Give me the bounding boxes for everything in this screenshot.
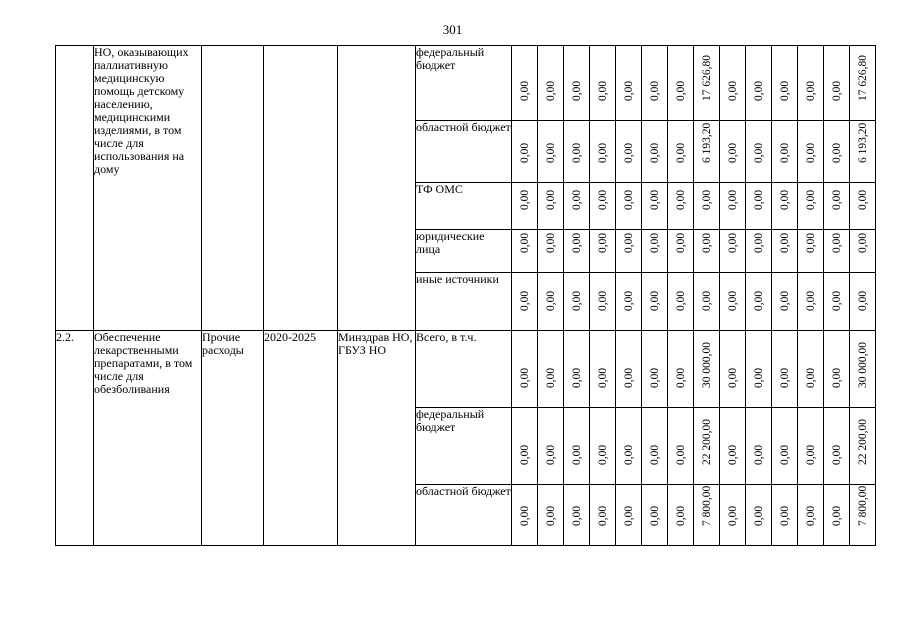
- value-cell: [668, 331, 694, 408]
- table-row: [56, 331, 876, 408]
- value-cell: [616, 230, 642, 273]
- value-cell: [824, 273, 850, 331]
- value-text: 0,00: [674, 142, 687, 163]
- value-cell: [590, 408, 616, 485]
- value-cell: [694, 331, 720, 408]
- value-cell: [772, 121, 798, 183]
- value-cell: [824, 121, 850, 183]
- value-cell: [798, 273, 824, 331]
- budget-table: [55, 45, 876, 546]
- funding-source-cell: областной бюджет: [416, 485, 512, 546]
- value-cell: [850, 273, 876, 331]
- value-text: 0,00: [596, 232, 609, 253]
- value-text: 0,00: [570, 505, 583, 526]
- funding-source-cell: федеральный бюджет: [416, 46, 512, 121]
- value-text: 0,00: [778, 189, 791, 210]
- value-text: 0,00: [570, 189, 583, 210]
- value-text: 0,00: [648, 142, 661, 163]
- value-text: 0,00: [856, 290, 869, 311]
- value-cell: [642, 46, 668, 121]
- value-text: 0,00: [752, 444, 765, 465]
- value-cell: [772, 230, 798, 273]
- value-text: 0,00: [700, 189, 713, 210]
- value-cell: [512, 273, 538, 331]
- value-text: 0,00: [726, 189, 739, 210]
- value-text: 7 800,00: [856, 485, 869, 526]
- value-text: 0,00: [830, 232, 843, 253]
- value-text: 0,00: [752, 232, 765, 253]
- value-cell: [850, 331, 876, 408]
- value-cell: [538, 408, 564, 485]
- value-text: 0,00: [622, 290, 635, 311]
- value-text: 0,00: [518, 367, 531, 388]
- funding-source-cell: Всего, в т.ч.: [416, 331, 512, 408]
- expense-type-cell: Прочие расходы: [202, 331, 264, 546]
- value-text: 0,00: [830, 367, 843, 388]
- value-text: 30 000,00: [700, 342, 713, 388]
- value-text: 0,00: [674, 80, 687, 101]
- value-cell: [642, 485, 668, 546]
- value-cell: [564, 485, 590, 546]
- value-text: 0,00: [544, 505, 557, 526]
- value-cell: [824, 331, 850, 408]
- funding-source-cell: иные источники: [416, 273, 512, 331]
- value-text: 0,00: [778, 290, 791, 311]
- funding-source-cell: областной бюджет: [416, 121, 512, 183]
- value-cell: [720, 230, 746, 273]
- value-cell: [694, 183, 720, 230]
- value-cell: [746, 485, 772, 546]
- value-cell: [616, 485, 642, 546]
- executor-cell: [338, 46, 416, 331]
- value-cell: [824, 183, 850, 230]
- funding-source-cell: юридические лица: [416, 230, 512, 273]
- value-cell: [590, 331, 616, 408]
- value-text: 0,00: [804, 505, 817, 526]
- executor-cell: Минздрав НО, ГБУЗ НО: [338, 331, 416, 546]
- value-text: 0,00: [648, 444, 661, 465]
- value-cell: [668, 46, 694, 121]
- number-cell: 2.2.: [56, 331, 94, 546]
- value-text: 0,00: [804, 142, 817, 163]
- value-cell: [824, 230, 850, 273]
- value-text: 17 626,80: [856, 55, 869, 101]
- value-text: 0,00: [648, 290, 661, 311]
- value-cell: [694, 46, 720, 121]
- value-cell: [694, 408, 720, 485]
- value-cell: [824, 408, 850, 485]
- value-cell: [512, 331, 538, 408]
- value-cell: [850, 183, 876, 230]
- value-cell: [642, 273, 668, 331]
- value-text: 0,00: [726, 142, 739, 163]
- value-cell: [694, 230, 720, 273]
- value-cell: [564, 230, 590, 273]
- value-text: 0,00: [778, 505, 791, 526]
- value-cell: [850, 121, 876, 183]
- value-text: 0,00: [596, 444, 609, 465]
- value-cell: [694, 273, 720, 331]
- value-cell: [798, 121, 824, 183]
- value-cell: [850, 46, 876, 121]
- value-text: 0,00: [778, 444, 791, 465]
- value-cell: [824, 485, 850, 546]
- value-text: 0,00: [622, 444, 635, 465]
- page-number: 301: [442, 22, 463, 37]
- number-cell: [56, 46, 94, 331]
- value-cell: [512, 230, 538, 273]
- value-text: 0,00: [570, 80, 583, 101]
- value-cell: [720, 485, 746, 546]
- value-cell: [512, 485, 538, 546]
- value-cell: [850, 485, 876, 546]
- value-text: 30 000,00: [856, 342, 869, 388]
- value-text: 0,00: [544, 232, 557, 253]
- value-text: 0,00: [648, 505, 661, 526]
- value-cell: [772, 183, 798, 230]
- value-text: 0,00: [700, 232, 713, 253]
- funding-source-cell: ТФ ОМС: [416, 183, 512, 230]
- value-text: 0,00: [518, 80, 531, 101]
- table-body: [56, 46, 876, 546]
- value-text: 0,00: [544, 444, 557, 465]
- value-text: 0,00: [752, 505, 765, 526]
- value-text: 0,00: [518, 232, 531, 253]
- value-text: 0,00: [830, 444, 843, 465]
- value-text: 0,00: [622, 142, 635, 163]
- value-cell: [772, 331, 798, 408]
- value-text: 17 626,80: [700, 55, 713, 101]
- value-cell: [564, 408, 590, 485]
- value-text: 0,00: [830, 290, 843, 311]
- value-cell: [616, 46, 642, 121]
- value-text: 0,00: [622, 505, 635, 526]
- value-cell: [746, 408, 772, 485]
- value-text: 0,00: [830, 80, 843, 101]
- value-text: 0,00: [622, 80, 635, 101]
- value-cell: [694, 485, 720, 546]
- value-cell: [512, 121, 538, 183]
- value-cell: [538, 485, 564, 546]
- value-cell: [642, 183, 668, 230]
- value-text: 0,00: [674, 232, 687, 253]
- value-text: 22 200,00: [856, 419, 869, 465]
- value-cell: [824, 46, 850, 121]
- value-text: 0,00: [596, 505, 609, 526]
- value-cell: [746, 46, 772, 121]
- value-cell: [798, 183, 824, 230]
- value-cell: [668, 121, 694, 183]
- value-cell: [720, 183, 746, 230]
- value-cell: [772, 485, 798, 546]
- value-cell: [564, 121, 590, 183]
- value-text: 0,00: [674, 189, 687, 210]
- value-cell: [590, 273, 616, 331]
- value-text: 0,00: [648, 367, 661, 388]
- value-cell: [616, 183, 642, 230]
- value-cell: [538, 121, 564, 183]
- value-text: 0,00: [544, 80, 557, 101]
- value-text: 0,00: [804, 367, 817, 388]
- period-cell: 2020-2025: [264, 331, 338, 546]
- value-cell: [642, 408, 668, 485]
- value-cell: [798, 331, 824, 408]
- value-text: 0,00: [544, 367, 557, 388]
- value-text: 0,00: [830, 189, 843, 210]
- value-cell: [746, 273, 772, 331]
- value-cell: [616, 273, 642, 331]
- value-cell: [798, 408, 824, 485]
- value-text: 0,00: [674, 367, 687, 388]
- value-text: 0,00: [700, 290, 713, 311]
- value-text: 0,00: [778, 80, 791, 101]
- item-name-cell: НО, оказывающих паллиативную медицинскую помощь детскому населению, медицинскими изделиями, в том числе для использования на дому: [94, 46, 202, 331]
- value-text: 0,00: [804, 290, 817, 311]
- value-cell: [564, 46, 590, 121]
- value-text: 0,00: [518, 189, 531, 210]
- value-cell: [694, 121, 720, 183]
- expense-type-cell: [202, 46, 264, 331]
- value-text: 6 193,20: [700, 122, 713, 163]
- value-text: 0,00: [596, 189, 609, 210]
- value-cell: [772, 408, 798, 485]
- value-text: 0,00: [596, 80, 609, 101]
- value-cell: [564, 331, 590, 408]
- value-cell: [512, 46, 538, 121]
- value-text: 0,00: [752, 189, 765, 210]
- funding-source-cell: федеральный бюджет: [416, 408, 512, 485]
- value-text: 0,00: [726, 444, 739, 465]
- value-text: 0,00: [778, 367, 791, 388]
- value-cell: [720, 331, 746, 408]
- value-cell: [850, 408, 876, 485]
- value-text: 0,00: [856, 232, 869, 253]
- value-text: 0,00: [778, 142, 791, 163]
- value-text: 0,00: [544, 290, 557, 311]
- value-cell: [798, 485, 824, 546]
- value-text: 0,00: [570, 367, 583, 388]
- value-text: 0,00: [570, 142, 583, 163]
- value-text: 0,00: [622, 189, 635, 210]
- value-cell: [720, 408, 746, 485]
- value-text: 0,00: [856, 189, 869, 210]
- value-cell: [538, 331, 564, 408]
- value-cell: [668, 183, 694, 230]
- value-cell: [590, 46, 616, 121]
- value-cell: [642, 230, 668, 273]
- value-cell: [746, 230, 772, 273]
- value-text: 0,00: [518, 444, 531, 465]
- value-text: 0,00: [726, 290, 739, 311]
- value-cell: [668, 230, 694, 273]
- value-cell: [772, 273, 798, 331]
- period-cell: [264, 46, 338, 331]
- value-text: 0,00: [518, 290, 531, 311]
- value-text: 0,00: [570, 290, 583, 311]
- value-cell: [746, 331, 772, 408]
- value-text: 0,00: [570, 444, 583, 465]
- value-cell: [590, 121, 616, 183]
- value-text: 0,00: [830, 505, 843, 526]
- value-text: 0,00: [648, 232, 661, 253]
- value-cell: [538, 46, 564, 121]
- value-text: 0,00: [518, 142, 531, 163]
- value-text: 0,00: [804, 444, 817, 465]
- value-cell: [616, 331, 642, 408]
- value-text: 0,00: [674, 290, 687, 311]
- value-cell: [798, 46, 824, 121]
- value-cell: [512, 183, 538, 230]
- value-cell: [720, 46, 746, 121]
- value-text: 6 193,20: [856, 122, 869, 163]
- value-text: 0,00: [596, 290, 609, 311]
- value-cell: [850, 230, 876, 273]
- value-cell: [616, 121, 642, 183]
- value-text: 22 200,00: [700, 419, 713, 465]
- value-text: 0,00: [752, 367, 765, 388]
- value-text: 0,00: [726, 80, 739, 101]
- value-cell: [564, 273, 590, 331]
- value-cell: [538, 230, 564, 273]
- value-cell: [798, 230, 824, 273]
- value-cell: [668, 408, 694, 485]
- value-cell: [772, 46, 798, 121]
- value-cell: [746, 121, 772, 183]
- value-cell: [720, 121, 746, 183]
- value-text: 0,00: [726, 505, 739, 526]
- value-text: 0,00: [752, 80, 765, 101]
- value-text: 0,00: [752, 142, 765, 163]
- value-text: 0,00: [596, 142, 609, 163]
- value-text: 0,00: [778, 232, 791, 253]
- value-cell: [642, 331, 668, 408]
- value-text: 0,00: [622, 367, 635, 388]
- value-text: 0,00: [518, 505, 531, 526]
- value-text: 0,00: [648, 80, 661, 101]
- value-cell: [746, 183, 772, 230]
- value-text: 0,00: [596, 367, 609, 388]
- value-cell: [590, 485, 616, 546]
- value-text: 0,00: [726, 367, 739, 388]
- value-text: 0,00: [674, 444, 687, 465]
- value-text: 0,00: [622, 232, 635, 253]
- value-text: 0,00: [570, 232, 583, 253]
- value-text: 0,00: [804, 80, 817, 101]
- value-cell: [512, 408, 538, 485]
- value-text: 0,00: [674, 505, 687, 526]
- value-text: 0,00: [804, 232, 817, 253]
- value-text: 0,00: [544, 189, 557, 210]
- value-cell: [668, 273, 694, 331]
- value-text: 0,00: [648, 189, 661, 210]
- value-text: 0,00: [544, 142, 557, 163]
- value-cell: [642, 121, 668, 183]
- value-text: 0,00: [726, 232, 739, 253]
- value-cell: [538, 183, 564, 230]
- value-text: 0,00: [752, 290, 765, 311]
- value-cell: [668, 485, 694, 546]
- value-cell: [538, 273, 564, 331]
- table-row: [56, 46, 876, 121]
- value-text: 0,00: [830, 142, 843, 163]
- value-cell: [590, 230, 616, 273]
- value-cell: [616, 408, 642, 485]
- value-text: 0,00: [804, 189, 817, 210]
- item-name-cell: Обеспечение лекарственными препаратами, в том числе для обезболивания: [94, 331, 202, 546]
- value-cell: [720, 273, 746, 331]
- value-cell: [564, 183, 590, 230]
- value-text: 7 800,00: [700, 485, 713, 526]
- value-cell: [590, 183, 616, 230]
